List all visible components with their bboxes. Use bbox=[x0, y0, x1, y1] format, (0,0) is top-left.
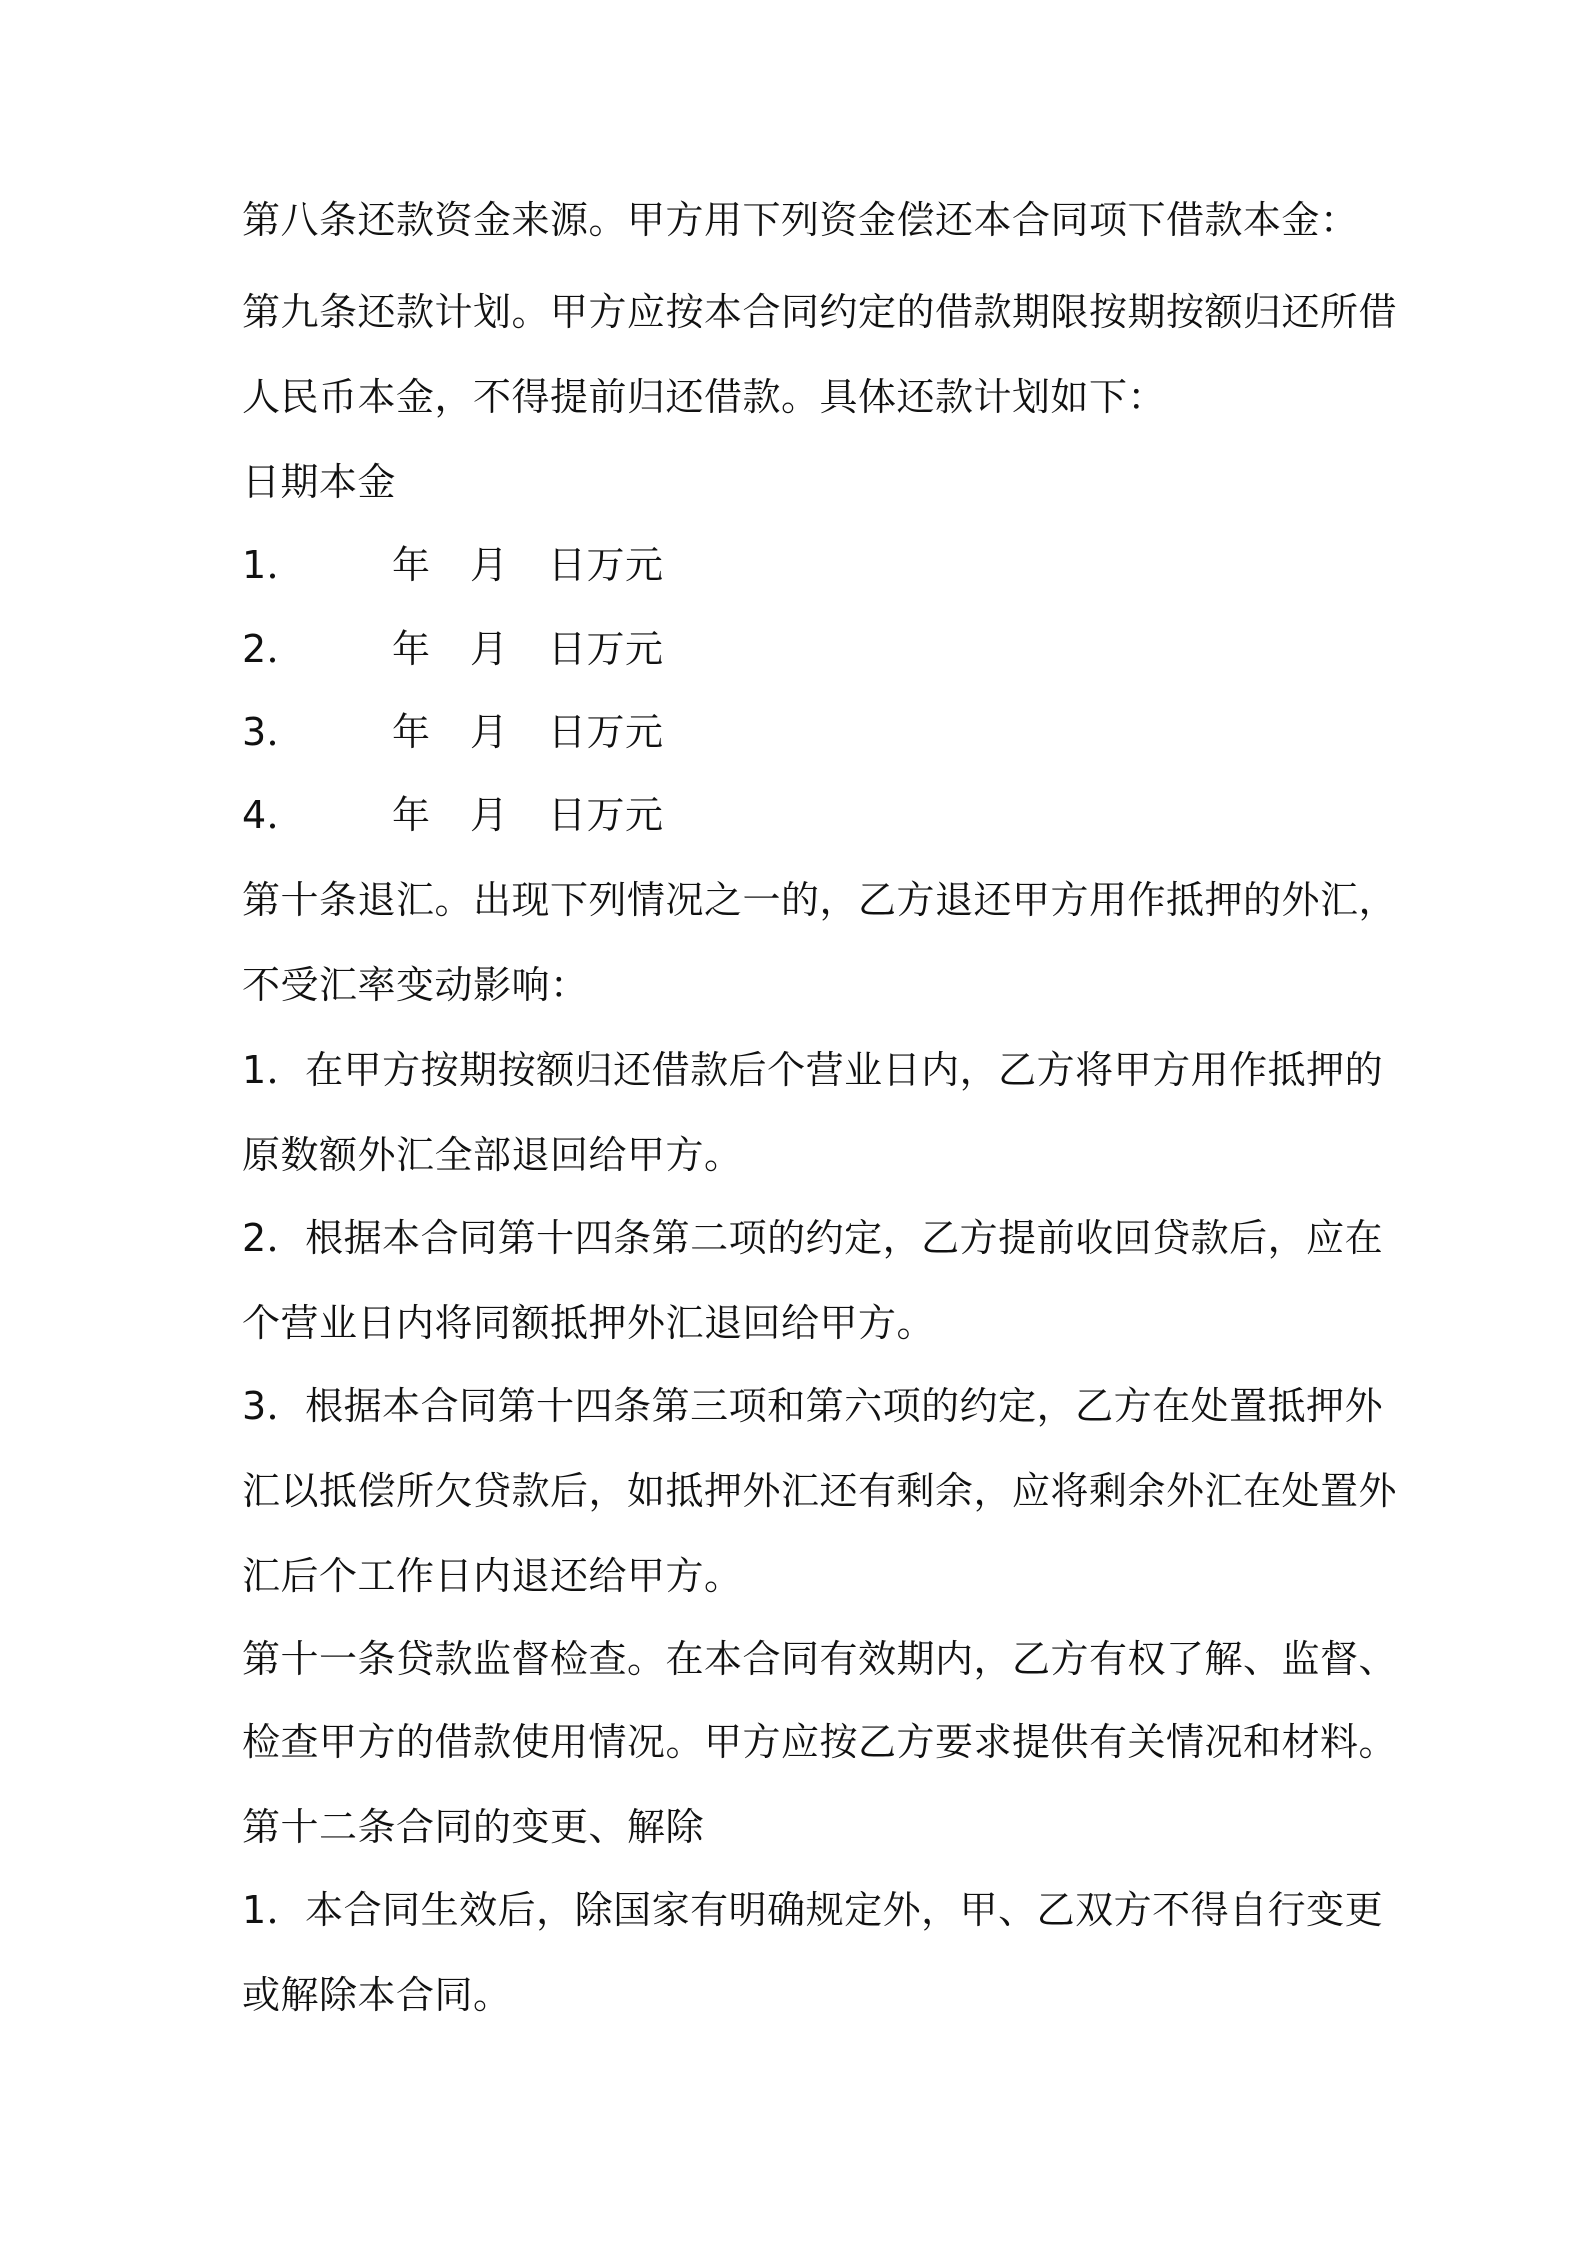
schedule-day-amount: 日万元 bbox=[548, 793, 664, 837]
text-line: 人民币本金，不得提前归还借款。具体还款计划如下： bbox=[242, 375, 1167, 419]
text-line: 个营业日内将同额抵押外汇退回给甲方。 bbox=[242, 1301, 936, 1345]
schedule-row bbox=[242, 785, 1362, 845]
schedule-day-amount: 日万元 bbox=[548, 710, 664, 754]
schedule-month: 月 bbox=[470, 710, 509, 754]
schedule-year: 年 bbox=[392, 793, 431, 837]
schedule-row bbox=[242, 535, 1362, 595]
schedule-row bbox=[242, 619, 1362, 679]
text-line: 不受汇率变动影响： bbox=[242, 963, 589, 1007]
schedule-month: 月 bbox=[470, 627, 509, 671]
schedule-number: 3． bbox=[242, 710, 306, 754]
text-line: 原数额外汇全部退回给甲方。 bbox=[242, 1133, 743, 1177]
text-line: 第十条退汇。出现下列情况之一的，乙方退还甲方用作抵押的外汇， bbox=[242, 878, 1398, 922]
schedule-year: 年 bbox=[392, 543, 431, 587]
schedule-year: 年 bbox=[392, 710, 431, 754]
schedule-row bbox=[242, 702, 1362, 762]
schedule-number: 4． bbox=[242, 793, 306, 837]
text-line: 汇以抵偿所欠贷款后，如抵押外汇还有剩余，应将剩余外汇在处置外 bbox=[242, 1469, 1398, 1513]
schedule-month: 月 bbox=[470, 793, 509, 837]
text-line: 第八条还款资金来源。甲方用下列资金偿还本合同项下借款本金： bbox=[242, 198, 1359, 242]
schedule-month: 月 bbox=[470, 543, 509, 587]
text-line: 或解除本合同。 bbox=[242, 1973, 512, 2017]
text-line: 1．在甲方按期按额归还借款后个营业日内，乙方将甲方用作抵押的 bbox=[242, 1048, 1384, 1092]
schedule-day-amount: 日万元 bbox=[548, 543, 664, 587]
text-line: 第十二条合同的变更、解除 bbox=[242, 1805, 705, 1849]
text-line: 3．根据本合同第十四条第三项和第六项的约定，乙方在处置抵押外 bbox=[242, 1384, 1384, 1428]
text-line: 检查甲方的借款使用情况。甲方应按乙方要求提供有关情况和材料。 bbox=[242, 1720, 1398, 1764]
schedule-year: 年 bbox=[392, 627, 431, 671]
text-line: 第十一条贷款监督检查。在本合同有效期内，乙方有权了解、监督、 bbox=[242, 1637, 1398, 1681]
text-line: 汇后个工作日内退还给甲方。 bbox=[242, 1554, 743, 1598]
text-line: 日期本金 bbox=[242, 460, 397, 504]
schedule-day-amount: 日万元 bbox=[548, 627, 664, 671]
schedule-number: 2． bbox=[242, 627, 306, 671]
text-line: 1．本合同生效后，除国家有明确规定外，甲、乙双方不得自行变更 bbox=[242, 1888, 1384, 1932]
text-line: 2．根据本合同第十四条第二项的约定，乙方提前收回贷款后，应在 bbox=[242, 1216, 1384, 1260]
text-line: 第九条还款计划。甲方应按本合同约定的借款期限按期按额归还所借 bbox=[242, 290, 1398, 334]
schedule-number: 1． bbox=[242, 543, 306, 587]
